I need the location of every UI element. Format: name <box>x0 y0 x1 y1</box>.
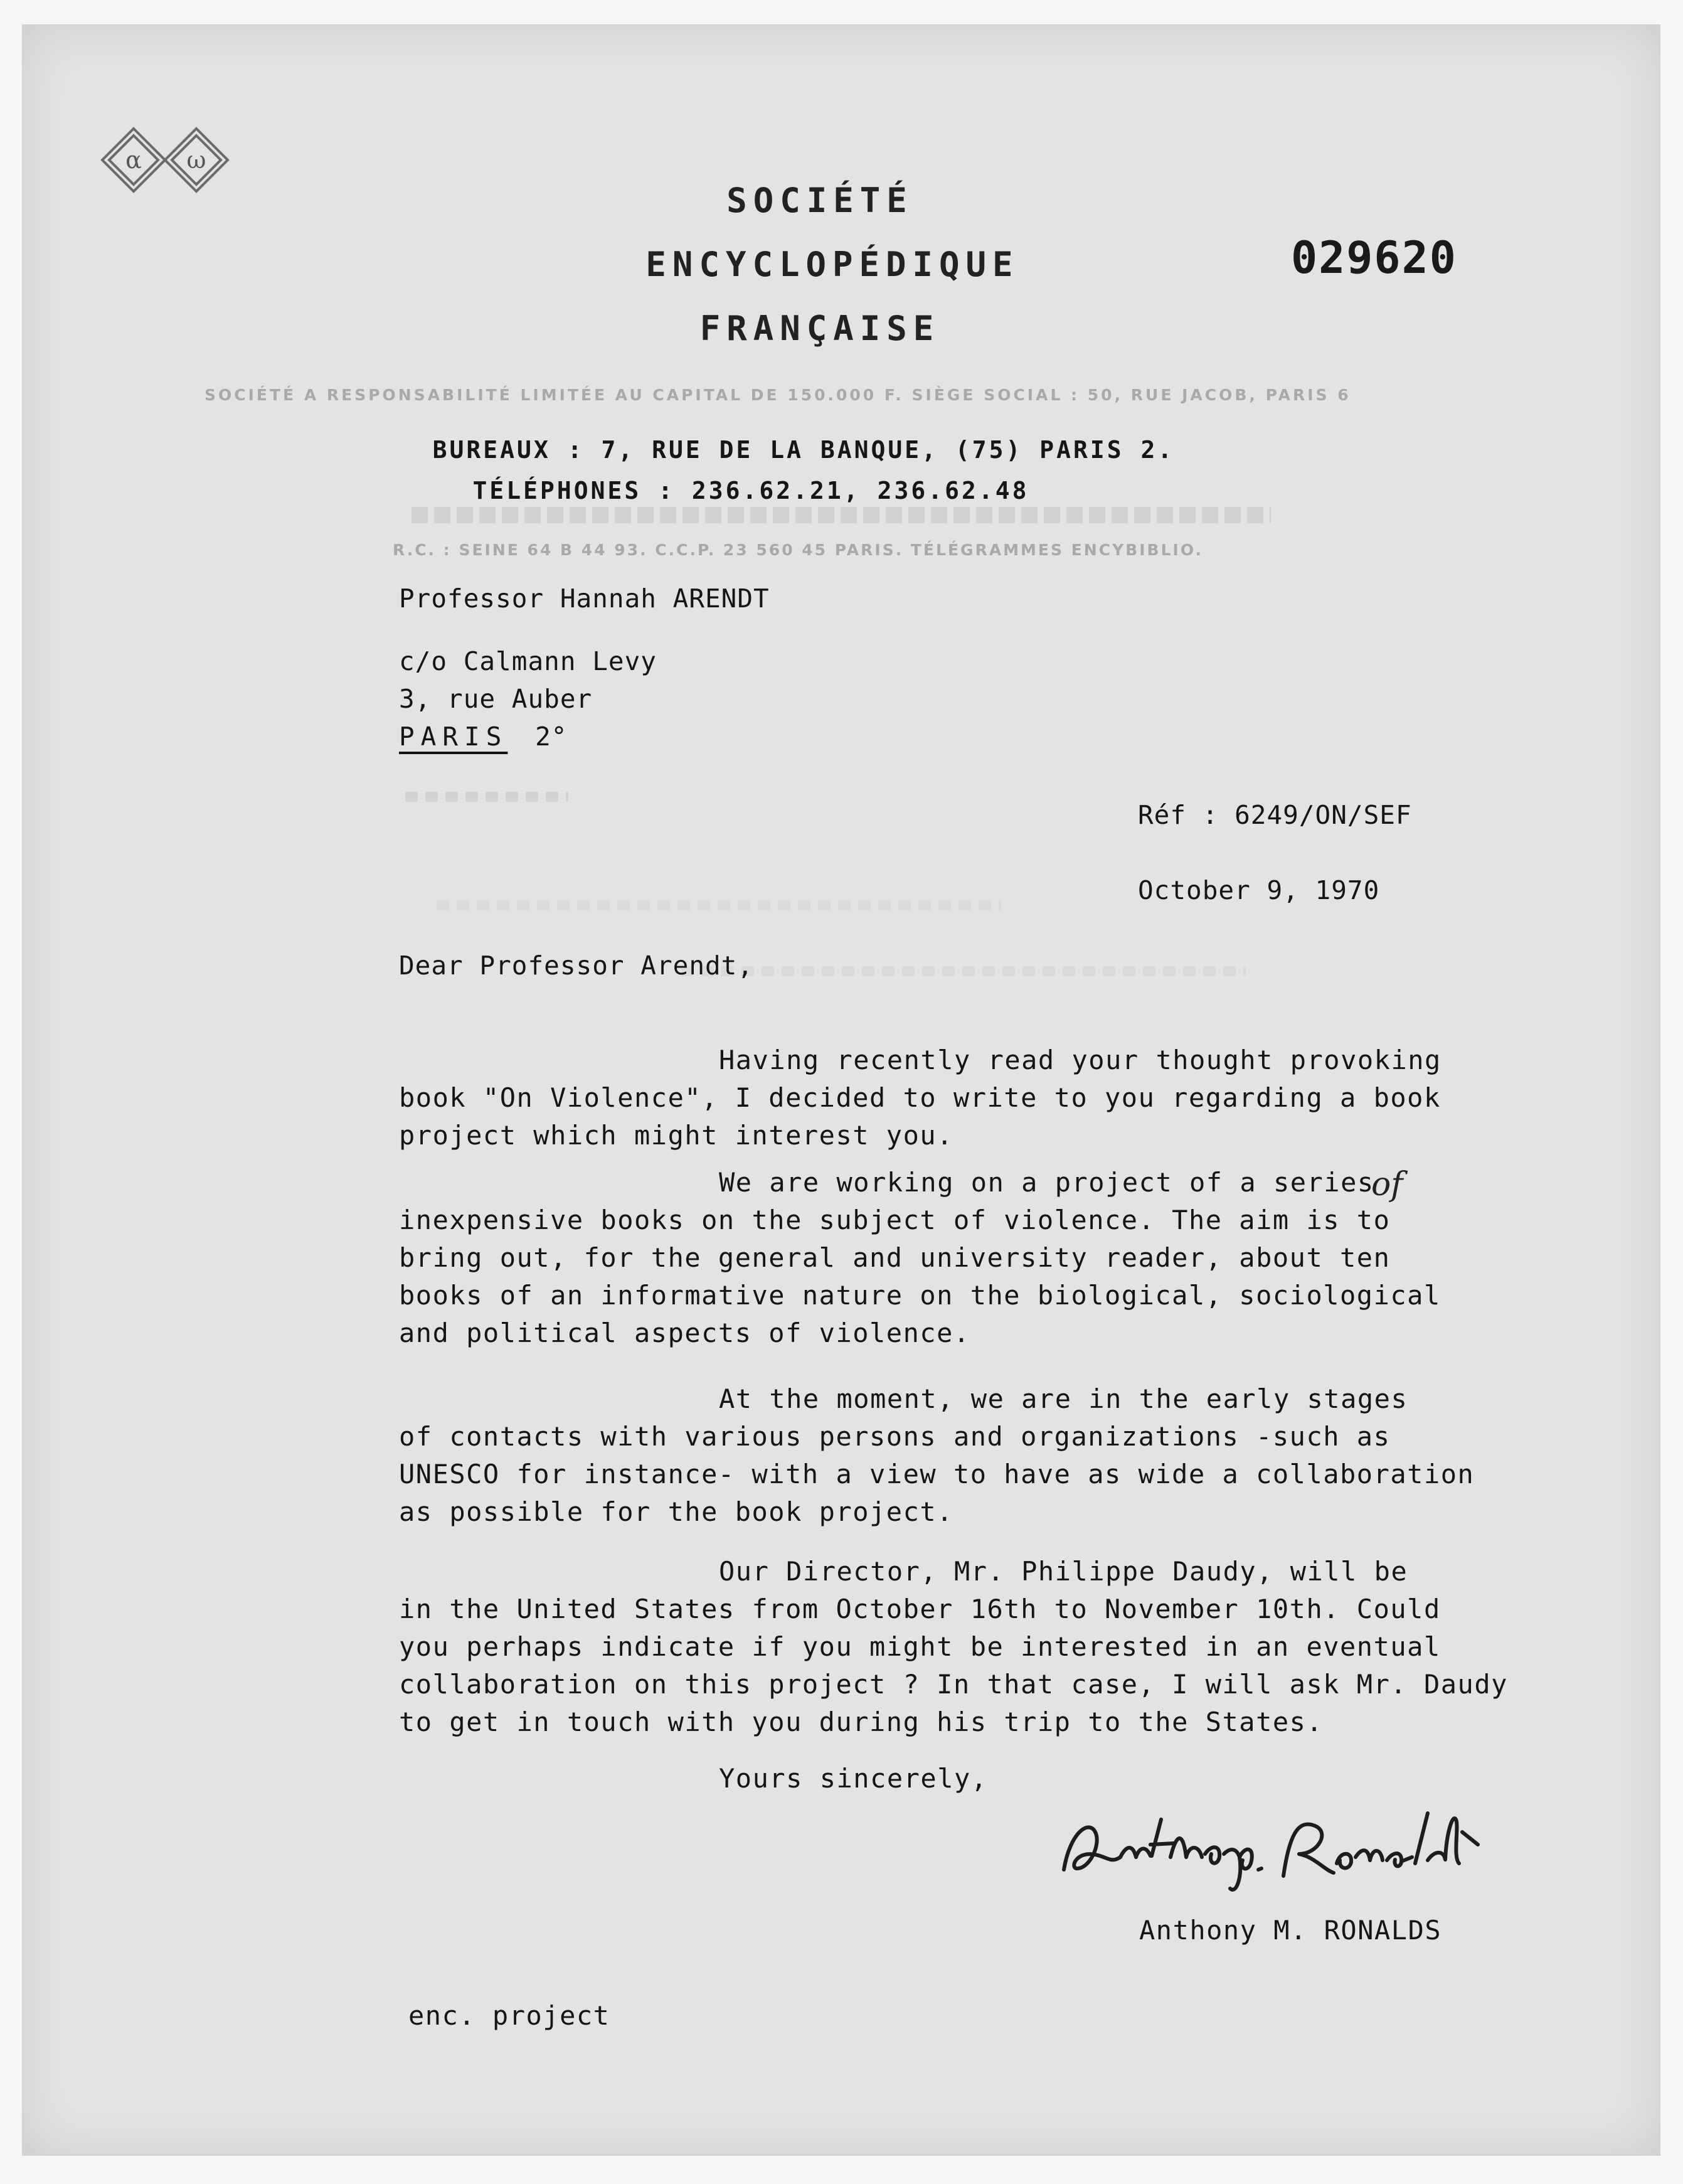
paragraph-4-line-3: you perhaps indicate if you might be interested in an eventual <box>399 1631 1441 1662</box>
logo-alpha-letter: α <box>125 146 142 174</box>
recipient-care-of: c/o Calmann Levy <box>399 646 657 676</box>
reference-number: Réf : 6249/ON/SEF <box>1138 800 1412 830</box>
paragraph-4-line-2: in the United States from October 16th to November 10th. Could <box>399 1594 1441 1624</box>
document-number: 029620 <box>1291 232 1457 284</box>
show-through-mark <box>405 792 568 802</box>
show-through-lines <box>411 507 1271 523</box>
paragraph-4-line-5: to get in touch with you during his trip to the States. <box>399 1707 1324 1737</box>
paragraph-2-line-4: books of an informative nature on the biological, sociological <box>399 1280 1441 1311</box>
registry-line: R.C. : SEINE 64 B 44 93. C.C.P. 23 560 45 PARIS. TÉLÉGRAMMES ENCYBIBLIO. <box>393 541 1204 559</box>
recipient-street: 3, rue Auber <box>399 684 593 714</box>
paragraph-4-line-4: collaboration on this project ? In that case, I will ask Mr. Daudy <box>399 1669 1508 1700</box>
handwritten-correction: of <box>1371 1166 1403 1203</box>
recipient-name: Professor Hannah ARENDT <box>399 583 770 614</box>
letter-date: October 9, 1970 <box>1138 875 1380 905</box>
salutation: Dear Professor Arendt, <box>399 951 754 981</box>
letterhead-line-1: SOCIÉTÉ <box>726 181 913 220</box>
paragraph-3-line-1: At the moment, we are in the early stages <box>719 1383 1408 1414</box>
paragraph-2-line-2: inexpensive books on the subject of violence. The aim is to <box>399 1205 1391 1235</box>
paragraph-1-line-1: Having recently read your thought provoking <box>719 1045 1441 1075</box>
legal-line: SOCIÉTÉ A RESPONSABILITÉ LIMITÉE AU CAPITAL DE 150.000 F. SIÈGE SOCIAL : 50, RUE JACOB, PARIS 6 <box>204 386 1351 404</box>
paragraph-2-line-5: and political aspects of violence. <box>399 1318 970 1348</box>
paragraph-4-line-1: Our Director, Mr. Philippe Daudy, will be <box>719 1556 1408 1587</box>
telephone-numbers: TÉLÉPHONES : 236.62.21, 236.62.48 <box>472 477 1029 504</box>
show-through-mark <box>437 900 1001 910</box>
letterhead-line-3: FRANÇAISE <box>699 309 940 348</box>
signer-name: Anthony M. RONALDS <box>1139 1915 1442 1946</box>
paragraph-2-line-1: We are working on a project of a series <box>719 1167 1374 1198</box>
paragraph-3-line-4: as possible for the book project. <box>399 1496 953 1527</box>
recipient-city-line <box>399 722 567 752</box>
paragraph-2-line-3: bring out, for the general and university reader, about ten <box>399 1242 1391 1273</box>
letterhead-line-2: ENCYCLOPÉDIQUE <box>645 245 1019 284</box>
show-through-mark <box>681 966 1246 976</box>
closing: Yours sincerely, <box>719 1763 988 1794</box>
handwritten-signature <box>1051 1794 1490 1907</box>
paragraph-3-line-3: UNESCO for instance- with a view to have as wide a collaboration <box>399 1459 1475 1489</box>
paragraph-1-line-3: project which might interest you. <box>399 1120 953 1151</box>
paragraph-1-line-2: book "On Violence", I decided to write to you regarding a book <box>399 1082 1441 1113</box>
bureaux-address: BUREAUX : 7, RUE DE LA BANQUE, (75) PARIS 2. <box>432 436 1175 464</box>
recipient-arrondissement: 2° <box>535 722 568 752</box>
recipient-city: PARIS <box>399 722 508 752</box>
letter-sheet <box>23 25 1660 2155</box>
paragraph-3-line-2: of contacts with various persons and organizations -such as <box>399 1421 1391 1452</box>
logo-omega-letter: ω <box>186 146 206 174</box>
enclosure-note: enc. project <box>408 2000 610 2031</box>
